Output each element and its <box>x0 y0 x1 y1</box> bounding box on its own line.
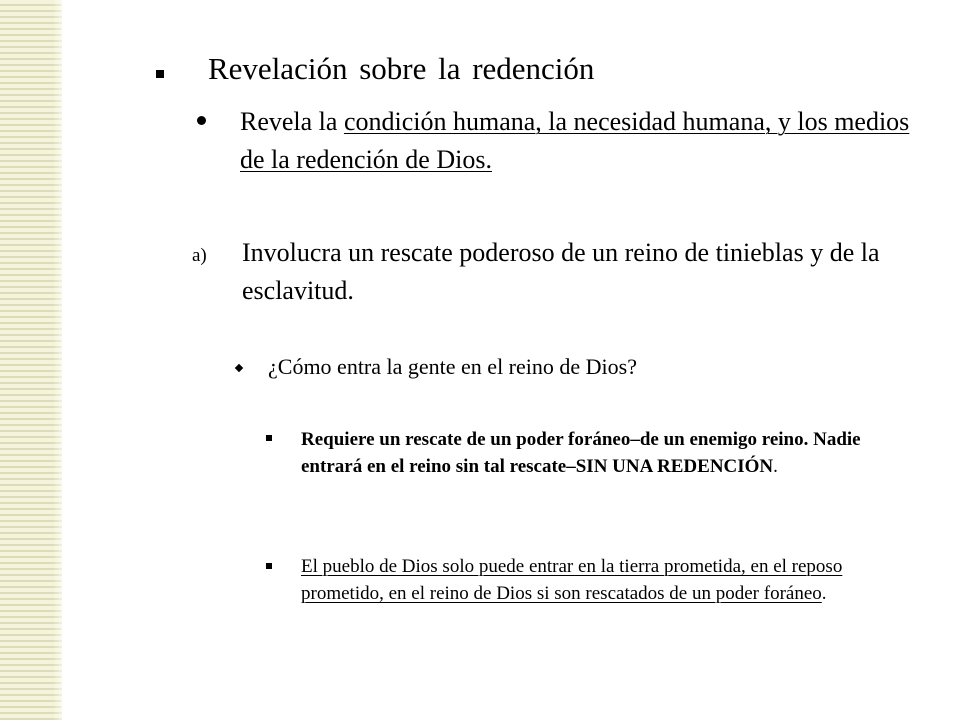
item1-underlined-text: condición humana, la necesidad humana, y los medios de la redención de Dios. <box>240 107 910 174</box>
item-a-text: Involucra un rescate poderoso de un reino de tinieblas y de la esclavitud. <box>242 238 880 305</box>
question-diamond-bullet <box>235 364 243 372</box>
decorative-left-stripe <box>0 0 62 720</box>
sub1-end: . <box>773 456 778 477</box>
sub2-square-bullet <box>266 563 272 569</box>
slide-heading: Revelación sobre la redención <box>208 51 595 86</box>
sub1-square-bullet <box>266 435 272 441</box>
item1-text <box>240 103 930 179</box>
sub2-end: . <box>821 583 827 604</box>
sub2-underlined-text: El pueblo de Dios solo puede entrar en la tierra prometida, en el reposo prometido, en el reino de Dios si son rescatados de un poder foráneo <box>301 556 843 604</box>
item1-round-bullet <box>197 116 206 125</box>
question-text: ¿Cómo entra la gente en el reino de Dios? <box>268 354 637 379</box>
sub2-text <box>301 553 926 607</box>
item1-prefix: Revela la <box>240 107 344 136</box>
sub1-bold-text: Requiere un rescate de un poder foráneo–de un enemigo reino. Nadie entrará en el reino sin tal rescate–SIN UNA REDENCIÓN <box>301 429 861 477</box>
sub1-text <box>301 426 901 480</box>
heading-square-bullet <box>156 70 164 78</box>
item-a-marker: a) <box>192 245 207 266</box>
